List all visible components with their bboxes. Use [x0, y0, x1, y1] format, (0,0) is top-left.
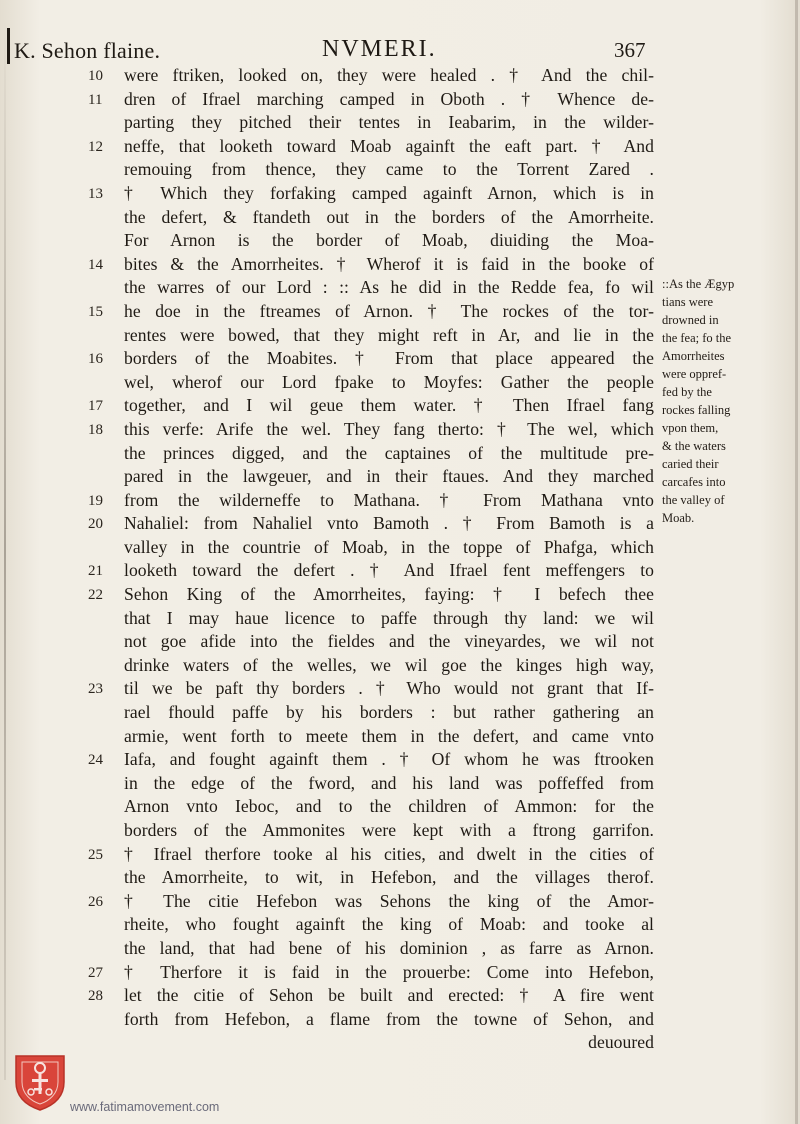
margin-note-line: & the waters [662, 439, 726, 453]
line-text: neffe, that looketh toward Moab againft the eaft part. † And [124, 135, 654, 156]
verse-number: 21 [88, 563, 103, 580]
text-line [88, 253, 668, 277]
verse-number: 20 [88, 516, 103, 533]
line-text: valley in the countrie of Moab, in the toppe of Phafga, which [124, 536, 654, 557]
running-head [14, 34, 664, 66]
line-text: together, and I wil geue them water. † Then Ifrael fang [124, 395, 654, 416]
page-number: 367 [614, 38, 646, 62]
page-right-edge [795, 0, 798, 1124]
footer-url[interactable]: www.fatimamovement.com [70, 1100, 220, 1114]
text-line [88, 654, 668, 678]
line-text: rentes were bowed, that they might reft in Ar, and lie in the [124, 324, 654, 345]
margin-note [662, 275, 790, 527]
line-text: wel, wherof our Lord fpake to Moyfes: Gather the people [124, 371, 654, 392]
text-line [88, 88, 668, 112]
text-line [88, 1031, 668, 1055]
verse-number: 23 [88, 681, 103, 698]
text-line [88, 418, 668, 442]
verse-number: 25 [88, 846, 103, 863]
text-line [88, 913, 668, 937]
text-line [88, 630, 668, 654]
running-head-left: K. Sehon flaine. [14, 38, 161, 63]
line-text: deuoured [588, 1032, 654, 1053]
line-text: pared in the lawgeuer, and in their ftaues. And they marched [124, 466, 654, 487]
text-line [88, 748, 668, 772]
text-line [88, 442, 668, 466]
text-line [88, 371, 668, 395]
text-line [88, 984, 668, 1008]
verse-number: 12 [88, 138, 103, 155]
text-line [88, 677, 668, 701]
line-text: in the edge of the fword, and his land was poffeffed from [124, 772, 654, 793]
text-line [88, 890, 668, 914]
line-text: rheite, who fought againft the king of Moab: and tooke al [124, 914, 654, 935]
text-line [88, 1008, 668, 1032]
text-line [88, 206, 668, 230]
line-text: let the citie of Sehon be built and erected: † A fire went [124, 985, 654, 1006]
verse-number: 16 [88, 351, 103, 368]
text-line [88, 701, 668, 725]
line-text: til we be paft thy borders . † Who would not grant that If- [124, 678, 654, 699]
text-line [88, 583, 668, 607]
text-line [88, 559, 668, 583]
verse-number: 13 [88, 185, 103, 202]
line-text: borders of the Moabites. † From that place appeared the [124, 348, 654, 369]
text-line [88, 795, 668, 819]
line-text: Sehon King of the Amorrheites, faying: † I befech thee [124, 584, 654, 605]
text-line [88, 961, 668, 985]
margin-note-line: Amorrheites [662, 349, 725, 363]
margin-note-line: tians were [662, 295, 714, 309]
text-line [88, 512, 668, 536]
line-text: forth from Hefebon, a flame from the towne of Sehon, and [124, 1008, 654, 1029]
margin-note-line: carcafes into [662, 475, 726, 489]
verse-number: 15 [88, 303, 103, 320]
line-text: parting they pitched their tentes in Ieabarim, in the wilder- [124, 112, 654, 133]
margin-note-line: the valley of [662, 493, 725, 507]
verse-number: 27 [88, 964, 103, 981]
text-line [88, 135, 668, 159]
verse-number: 11 [88, 91, 103, 108]
line-text: looketh toward the defert . † And Ifrael fent meffengers to [124, 560, 654, 581]
line-text: Nahaliel: from Nahaliel vnto Bamoth . † From Bamoth is a [124, 513, 654, 534]
verse-number: 10 [88, 68, 103, 84]
line-text: Iafa, and fought againft them . † Of whom he was ftrooken [124, 749, 654, 770]
line-text: † The citie Hefebon was Sehons the king of the Amor- [124, 890, 654, 911]
running-head-title: NVMERI. [322, 36, 437, 62]
line-text: that I may haue licence to paffe through thy land: we wil [124, 607, 654, 628]
text-body [88, 64, 668, 1055]
line-text: borders of the Ammonites were kept with a ftrong garrifon. [124, 820, 654, 840]
line-text: the Amorrheite, to wit, in Hefebon, and the villages therof. [124, 867, 654, 888]
text-line [88, 64, 668, 88]
text-line [88, 111, 668, 135]
head-rule [7, 28, 10, 64]
verse-number: 28 [88, 988, 103, 1005]
verse-number: 19 [88, 492, 103, 509]
page-left-edge [4, 20, 6, 1080]
line-text: remouing from thence, they came to the Torrent Zared . [124, 159, 654, 180]
text-line [88, 229, 668, 253]
margin-note-line: fed by the [662, 385, 712, 399]
margin-note-line: Moab. [662, 511, 695, 525]
margin-note-line: ::As the Ægyp [662, 277, 735, 291]
text-line [88, 937, 668, 961]
text-line [88, 182, 668, 206]
line-text: the defert, & ftandeth out in the borders of the Amorrheite. [124, 206, 654, 227]
line-text: † Ifrael therfore tooke al his cities, and dwelt in the cities of [124, 843, 654, 864]
line-text: were ftriken, looked on, they were healed . † And the chil- [124, 65, 654, 85]
crest-icon [12, 1052, 68, 1112]
line-text: For Arnon is the border of Moab, diuiding the Moa- [124, 230, 654, 251]
text-line [88, 324, 668, 348]
text-line [88, 866, 668, 890]
line-text: not goe afide into the fieldes and the vineyardes, we wil not [124, 631, 654, 652]
line-text: drinke waters of the welles, we wil goe the kinges high way, [124, 654, 654, 675]
margin-note-line: rockes falling [662, 403, 731, 417]
line-text: this verfe: Arife the wel. They fang therto: † The wel, which [124, 418, 654, 439]
text-line [88, 725, 668, 749]
text-line [88, 300, 668, 324]
margin-note-line: were oppref- [662, 367, 727, 381]
line-text: Arnon vnto Ieboc, and to the children of Ammon: for the [124, 796, 654, 817]
margin-note-line: drowned in [662, 313, 719, 327]
text-line [88, 843, 668, 867]
text-line [88, 819, 668, 843]
text-line [88, 607, 668, 631]
line-text: dren of Ifrael marching camped in Oboth . † Whence de- [124, 88, 654, 109]
line-text: armie, went forth to meete them in the defert, and came vnto [124, 725, 654, 746]
line-text: the warres of our Lord : :: As he did in the Redde fea, fo wil [124, 277, 654, 298]
verse-number: 17 [88, 398, 103, 415]
verse-number: 18 [88, 421, 103, 438]
line-text: the land, that had bene of his dominion , as farre as Arnon. [124, 937, 654, 958]
line-text: from the wilderneffe to Mathana. † From Mathana vnto [124, 489, 654, 510]
line-text: he doe in the ftreames of Arnon. † The rockes of the tor- [124, 300, 654, 321]
text-line [88, 158, 668, 182]
text-line [88, 772, 668, 796]
line-text: † Which they forfaking camped againft Arnon, which is in [124, 182, 654, 203]
text-line [88, 465, 668, 489]
verse-number: 22 [88, 587, 103, 604]
text-line [88, 347, 668, 371]
verse-number: 24 [88, 752, 103, 769]
line-text: rael fhould paffe by his borders : but rather gathering an [124, 702, 654, 723]
margin-note-line: vpon them, [662, 421, 719, 435]
text-line [88, 276, 668, 300]
margin-note-line: the fea; fo the [662, 331, 732, 345]
line-text: the princes digged, and the captaines of the multitude pre- [124, 442, 654, 463]
verse-number: 14 [88, 256, 103, 273]
text-line [88, 536, 668, 560]
line-text: bites & the Amorrheites. † Wherof it is faid in the booke of [124, 253, 654, 274]
text-line [88, 489, 668, 513]
margin-note-line: caried their [662, 457, 719, 471]
line-text: † Therfore it is faid in the prouerbe: Come into Hefebon, [124, 961, 654, 982]
verse-number: 26 [88, 893, 103, 910]
text-line [88, 394, 668, 418]
